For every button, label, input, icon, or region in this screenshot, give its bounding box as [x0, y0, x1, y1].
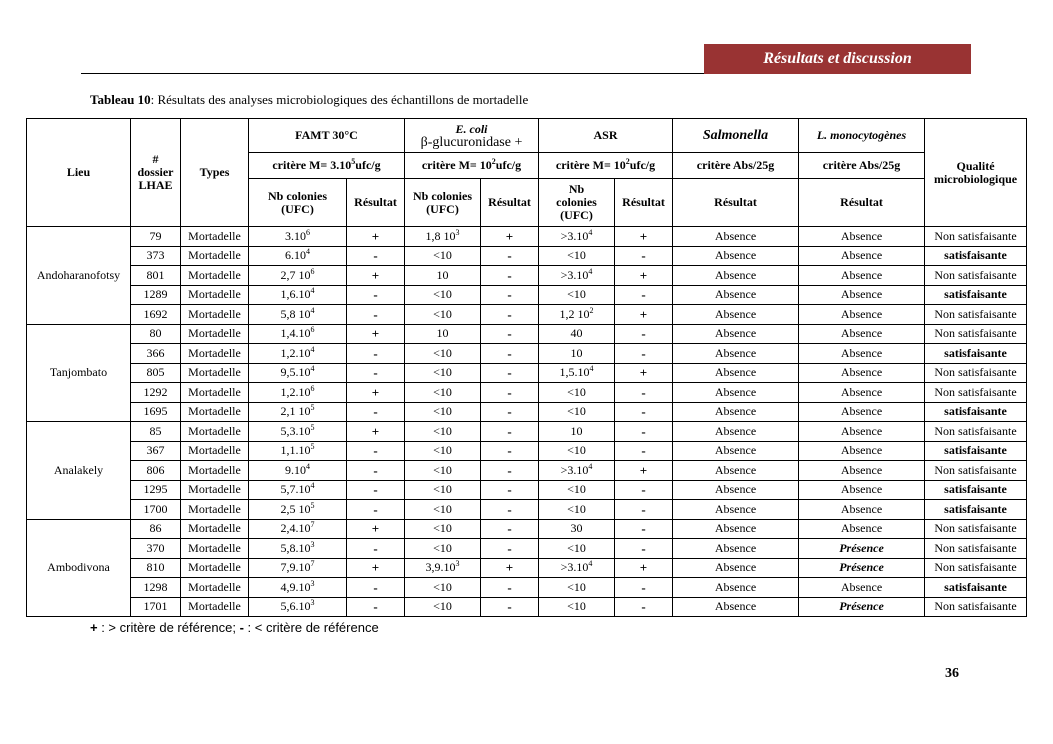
dossier-cell: 1700 — [131, 500, 181, 520]
dossier-cell: 367 — [131, 441, 181, 461]
quality-cell: satisfaisante — [925, 402, 1027, 422]
table-row — [27, 422, 1027, 442]
asr-result-cell: - — [615, 500, 673, 520]
dossier-cell: 801 — [131, 266, 181, 286]
asr-count-cell: $>3.10^4$ — [539, 266, 615, 286]
famt-result-cell: + — [347, 422, 405, 442]
ecoli-result-cell: - — [481, 539, 539, 559]
ecoli-count-cell: <10 — [405, 305, 481, 325]
famt-count-cell: 5,8 $10^4$ — [249, 305, 347, 325]
ecoli-count-cell: <10 — [405, 519, 481, 539]
lieu-cell: Analakely — [27, 422, 131, 520]
table-row — [27, 558, 1027, 578]
salmonella-result-cell: Absence — [673, 305, 799, 325]
salmonella-result-cell: Absence — [673, 558, 799, 578]
asr-count-cell: <10 — [539, 500, 615, 520]
salmonella-result-cell: Absence — [673, 227, 799, 247]
famt-result-cell: - — [347, 363, 405, 383]
dossier-cell: 370 — [131, 539, 181, 559]
dossier-cell: 1695 — [131, 402, 181, 422]
famt-count-cell: 3.10$^6$ — [249, 227, 347, 247]
quality-cell: Non satisfaisante — [925, 597, 1027, 617]
dossier-cell: 805 — [131, 363, 181, 383]
dossier-cell: 79 — [131, 227, 181, 247]
asr-count-cell: <10 — [539, 402, 615, 422]
ecoli-count-cell: <10 — [405, 539, 481, 559]
asr-count-cell: <10 — [539, 285, 615, 305]
famt-result-cell: + — [347, 324, 405, 344]
salmonella-result-cell: Absence — [673, 441, 799, 461]
criterion-famt: critère $M= 3.10^5ufc/g$ — [249, 153, 405, 179]
famt-count-cell: 2,4.10$^7$ — [249, 519, 347, 539]
asr-count-cell: $>3.10^4$ — [539, 558, 615, 578]
header-dossier: # dossier LHAE — [131, 119, 181, 227]
criterion-salmonella: critère Abs/25g — [673, 153, 799, 179]
quality-cell: Non satisfaisante — [925, 558, 1027, 578]
ecoli-result-cell: + — [481, 227, 539, 247]
table-row — [27, 500, 1027, 520]
asr-result-cell: - — [615, 519, 673, 539]
salmonella-result-cell: Absence — [673, 383, 799, 403]
criterion-listeria: critère Abs/25g — [799, 153, 925, 179]
criterion-asr: critère $M= 10^2ufc/g$ — [539, 153, 673, 179]
table-row — [27, 246, 1027, 266]
listeria-result-cell: Absence — [799, 227, 925, 247]
ecoli-count-cell: <10 — [405, 363, 481, 383]
ecoli-count-cell: 10 — [405, 324, 481, 344]
salmonella-result-cell: Absence — [673, 422, 799, 442]
type-cell: Mortadelle — [181, 500, 249, 520]
ecoli-result-cell: - — [481, 461, 539, 481]
asr-result-cell: - — [615, 383, 673, 403]
asr-count-cell: <10 — [539, 597, 615, 617]
dossier-cell: 1701 — [131, 597, 181, 617]
ecoli-result-cell: - — [481, 597, 539, 617]
ecoli-count-cell: <10 — [405, 480, 481, 500]
dossier-cell: 373 — [131, 246, 181, 266]
quality-cell: satisfaisante — [925, 344, 1027, 364]
asr-count-cell: $>3.10^4$ — [539, 461, 615, 481]
asr-count-cell: 30 — [539, 519, 615, 539]
ecoli-result-cell: - — [481, 519, 539, 539]
quality-cell: Non satisfaisante — [925, 519, 1027, 539]
ecoli-result-cell: - — [481, 402, 539, 422]
famt-result-cell: + — [347, 227, 405, 247]
table-row — [27, 461, 1027, 481]
dossier-cell: 85 — [131, 422, 181, 442]
asr-count-cell: $>3.10^4$ — [539, 227, 615, 247]
asr-count-cell: 40 — [539, 324, 615, 344]
ecoli-result-cell: - — [481, 441, 539, 461]
ecoli-result-cell: - — [481, 266, 539, 286]
subheader-famt-resultat: Résultat — [347, 179, 405, 227]
ecoli-result-cell: - — [481, 383, 539, 403]
dossier-cell: 366 — [131, 344, 181, 364]
dossier-cell: 1692 — [131, 305, 181, 325]
asr-count-cell: <10 — [539, 539, 615, 559]
header-types: Types — [181, 119, 249, 227]
results-table — [26, 118, 1027, 617]
type-cell: Mortadelle — [181, 344, 249, 364]
dossier-cell: 810 — [131, 558, 181, 578]
quality-cell: Non satisfaisante — [925, 266, 1027, 286]
famt-result-cell: - — [347, 539, 405, 559]
salmonella-result-cell: Absence — [673, 285, 799, 305]
salmonella-result-cell: Absence — [673, 324, 799, 344]
type-cell: Mortadelle — [181, 480, 249, 500]
asr-count-cell: <10 — [539, 246, 615, 266]
salmonella-result-cell: Absence — [673, 344, 799, 364]
ecoli-count-cell: <10 — [405, 578, 481, 598]
table-row — [27, 441, 1027, 461]
asr-count-cell: <10 — [539, 480, 615, 500]
table-row — [27, 344, 1027, 364]
listeria-result-cell: Absence — [799, 344, 925, 364]
famt-count-cell: 2,5 $10^5$ — [249, 500, 347, 520]
subheader-ecoli-resultat: Résultat — [481, 179, 539, 227]
famt-result-cell: - — [347, 461, 405, 481]
asr-result-cell: - — [615, 539, 673, 559]
asr-result-cell: - — [615, 324, 673, 344]
famt-count-cell: 1,4.10$^6$ — [249, 324, 347, 344]
ecoli-count-cell: 3,9.10$^3$ — [405, 558, 481, 578]
salmonella-result-cell: Absence — [673, 519, 799, 539]
table-row — [27, 266, 1027, 286]
quality-cell: Non satisfaisante — [925, 461, 1027, 481]
asr-result-cell: - — [615, 480, 673, 500]
famt-result-cell: - — [347, 597, 405, 617]
famt-count-cell: 9,5.10$^4$ — [249, 363, 347, 383]
ecoli-result-cell: - — [481, 363, 539, 383]
type-cell: Mortadelle — [181, 227, 249, 247]
famt-count-cell: 5,6.10$^3$ — [249, 597, 347, 617]
type-cell: Mortadelle — [181, 578, 249, 598]
dossier-cell: 1292 — [131, 383, 181, 403]
listeria-result-cell: Absence — [799, 305, 925, 325]
dossier-cell: 1295 — [131, 480, 181, 500]
asr-count-cell: 1,2 $10^2$ — [539, 305, 615, 325]
type-cell: Mortadelle — [181, 383, 249, 403]
asr-result-cell: - — [615, 441, 673, 461]
ecoli-count-cell: 10 — [405, 266, 481, 286]
famt-count-cell: 5,3.10$^5$ — [249, 422, 347, 442]
section-banner: Résultats et discussion — [704, 44, 971, 74]
ecoli-count-cell: <10 — [405, 422, 481, 442]
famt-result-cell: - — [347, 285, 405, 305]
famt-result-cell: - — [347, 578, 405, 598]
type-cell: Mortadelle — [181, 519, 249, 539]
header-ecoli: E. coli β-glucuronidase + — [405, 119, 539, 153]
header-salmonella: Salmonella — [673, 119, 799, 153]
asr-result-cell: + — [615, 558, 673, 578]
quality-cell: Non satisfaisante — [925, 383, 1027, 403]
subheader-famt-colonies: Nb colonies (UFC) — [249, 179, 347, 227]
ecoli-count-cell: <10 — [405, 441, 481, 461]
asr-count-cell: 10 — [539, 422, 615, 442]
dossier-cell: 86 — [131, 519, 181, 539]
asr-result-cell: + — [615, 266, 673, 286]
table-row — [27, 305, 1027, 325]
quality-cell: satisfaisante — [925, 246, 1027, 266]
famt-result-cell: + — [347, 558, 405, 578]
famt-count-cell: 6.10$^4$ — [249, 246, 347, 266]
salmonella-result-cell: Absence — [673, 539, 799, 559]
quality-cell: Non satisfaisante — [925, 324, 1027, 344]
famt-result-cell: - — [347, 402, 405, 422]
listeria-result-cell: Absence — [799, 324, 925, 344]
listeria-result-cell: Absence — [799, 461, 925, 481]
asr-count-cell: 1,5.10$^4$ — [539, 363, 615, 383]
table-row — [27, 539, 1027, 559]
listeria-result-cell: Absence — [799, 480, 925, 500]
ecoli-count-cell: <10 — [405, 461, 481, 481]
ecoli-result-cell: - — [481, 305, 539, 325]
listeria-result-cell: Absence — [799, 383, 925, 403]
famt-count-cell: 7,9.10$^7$ — [249, 558, 347, 578]
famt-count-cell: 2,1 $10^5$ — [249, 402, 347, 422]
type-cell: Mortadelle — [181, 266, 249, 286]
table-row — [27, 578, 1027, 598]
quality-cell: Non satisfaisante — [925, 227, 1027, 247]
subheader-ecoli-colonies: Nb colonies (UFC) — [405, 179, 481, 227]
ecoli-count-cell: <10 — [405, 383, 481, 403]
table-row — [27, 480, 1027, 500]
salmonella-result-cell: Absence — [673, 500, 799, 520]
salmonella-result-cell: Absence — [673, 480, 799, 500]
famt-count-cell: 1,2.10$^4$ — [249, 344, 347, 364]
header-rule — [81, 73, 704, 74]
ecoli-result-cell: - — [481, 578, 539, 598]
salmonella-result-cell: Absence — [673, 246, 799, 266]
ecoli-count-cell: <10 — [405, 597, 481, 617]
listeria-result-cell: Absence — [799, 285, 925, 305]
salmonella-result-cell: Absence — [673, 461, 799, 481]
asr-result-cell: - — [615, 422, 673, 442]
caption-label: Tableau 10 — [90, 92, 151, 107]
famt-result-cell: + — [347, 519, 405, 539]
salmonella-result-cell: Absence — [673, 266, 799, 286]
famt-count-cell: 5,8.10$^3$ — [249, 539, 347, 559]
salmonella-result-cell: Absence — [673, 363, 799, 383]
quality-cell: Non satisfaisante — [925, 363, 1027, 383]
page-number: 36 — [945, 666, 959, 681]
subheader-asr-resultat: Résultat — [615, 179, 673, 227]
quality-cell: satisfaisante — [925, 285, 1027, 305]
asr-count-cell: <10 — [539, 383, 615, 403]
asr-result-cell: + — [615, 461, 673, 481]
listeria-result-cell: Présence — [799, 558, 925, 578]
famt-result-cell: - — [347, 441, 405, 461]
listeria-result-cell: Absence — [799, 246, 925, 266]
subheader-asr-colonies: Nb colonies (UFC) — [539, 179, 615, 227]
ecoli-count-cell: <10 — [405, 500, 481, 520]
table-row — [27, 383, 1027, 403]
listeria-result-cell: Présence — [799, 539, 925, 559]
famt-result-cell: - — [347, 480, 405, 500]
quality-cell: satisfaisante — [925, 441, 1027, 461]
type-cell: Mortadelle — [181, 597, 249, 617]
quality-cell: satisfaisante — [925, 500, 1027, 520]
table-row — [27, 363, 1027, 383]
listeria-result-cell: Absence — [799, 422, 925, 442]
header-famt: FAMT 30°C — [249, 119, 405, 153]
famt-result-cell: - — [347, 305, 405, 325]
ecoli-count-cell: <10 — [405, 246, 481, 266]
asr-count-cell: <10 — [539, 441, 615, 461]
dossier-cell: 80 — [131, 324, 181, 344]
famt-count-cell: 1,1.10$^5$ — [249, 441, 347, 461]
famt-count-cell: 1,6.10$^4$ — [249, 285, 347, 305]
quality-cell: Non satisfaisante — [925, 305, 1027, 325]
asr-result-cell: - — [615, 285, 673, 305]
table-row — [27, 324, 1027, 344]
ecoli-result-cell: - — [481, 480, 539, 500]
salmonella-result-cell: Absence — [673, 597, 799, 617]
footnote: + : > critère de référence; - : < critère de référence — [90, 620, 379, 635]
listeria-result-cell: Absence — [799, 519, 925, 539]
ecoli-result-cell: - — [481, 500, 539, 520]
ecoli-count-cell: <10 — [405, 285, 481, 305]
famt-count-cell: 9.10$^4$ — [249, 461, 347, 481]
listeria-result-cell: Absence — [799, 266, 925, 286]
ecoli-count-cell: <10 — [405, 344, 481, 364]
dossier-cell: 806 — [131, 461, 181, 481]
asr-result-cell: + — [615, 363, 673, 383]
type-cell: Mortadelle — [181, 441, 249, 461]
asr-result-cell: - — [615, 246, 673, 266]
listeria-result-cell: Présence — [799, 597, 925, 617]
criterion-ecoli: critère $M= 10^2ufc/g$ — [405, 153, 539, 179]
famt-result-cell: - — [347, 246, 405, 266]
dossier-cell: 1289 — [131, 285, 181, 305]
salmonella-result-cell: Absence — [673, 578, 799, 598]
asr-result-cell: + — [615, 227, 673, 247]
table-row — [27, 227, 1027, 247]
quality-cell: Non satisfaisante — [925, 422, 1027, 442]
type-cell: Mortadelle — [181, 305, 249, 325]
table-row — [27, 597, 1027, 617]
listeria-result-cell: Absence — [799, 441, 925, 461]
lieu-cell: Tanjombato — [27, 324, 131, 422]
caption-text: : Résultats des analyses microbiologiques des échantillons de mortadelle — [150, 92, 529, 107]
type-cell: Mortadelle — [181, 285, 249, 305]
ecoli-count-cell: <10 — [405, 402, 481, 422]
table-row — [27, 285, 1027, 305]
table-body — [27, 227, 1027, 617]
type-cell: Mortadelle — [181, 422, 249, 442]
ecoli-result-cell: - — [481, 422, 539, 442]
ecoli-result-cell: - — [481, 285, 539, 305]
type-cell: Mortadelle — [181, 363, 249, 383]
famt-count-cell: 5,7.10$^4$ — [249, 480, 347, 500]
asr-result-cell: - — [615, 597, 673, 617]
famt-result-cell: + — [347, 383, 405, 403]
famt-result-cell: + — [347, 266, 405, 286]
table-caption — [90, 92, 528, 108]
asr-count-cell: 10 — [539, 344, 615, 364]
asr-result-cell: - — [615, 344, 673, 364]
ecoli-result-cell: - — [481, 246, 539, 266]
listeria-result-cell: Absence — [799, 500, 925, 520]
asr-result-cell: - — [615, 578, 673, 598]
type-cell: Mortadelle — [181, 539, 249, 559]
lieu-cell: Ambodivona — [27, 519, 131, 617]
listeria-result-cell: Absence — [799, 578, 925, 598]
header-qualite: Qualité microbiologique — [925, 119, 1027, 227]
type-cell: Mortadelle — [181, 246, 249, 266]
ecoli-result-cell: - — [481, 324, 539, 344]
type-cell: Mortadelle — [181, 324, 249, 344]
ecoli-result-cell: + — [481, 558, 539, 578]
salmonella-result-cell: Absence — [673, 402, 799, 422]
famt-count-cell: 1,2.10$^6$ — [249, 383, 347, 403]
ecoli-result-cell: - — [481, 344, 539, 364]
header-lieu: Lieu — [27, 119, 131, 227]
listeria-result-cell: Absence — [799, 363, 925, 383]
subheader-listeria-resultat: Résultat — [799, 179, 925, 227]
listeria-result-cell: Absence — [799, 402, 925, 422]
table-row — [27, 402, 1027, 422]
quality-cell: Non satisfaisante — [925, 539, 1027, 559]
asr-result-cell: - — [615, 402, 673, 422]
asr-count-cell: <10 — [539, 578, 615, 598]
dossier-cell: 1298 — [131, 578, 181, 598]
quality-cell: satisfaisante — [925, 578, 1027, 598]
header-listeria: L. monocytogènes — [799, 119, 925, 153]
type-cell: Mortadelle — [181, 461, 249, 481]
type-cell: Mortadelle — [181, 558, 249, 578]
famt-count-cell: 2,7 $10^6$ — [249, 266, 347, 286]
type-cell: Mortadelle — [181, 402, 249, 422]
subheader-salmonella-resultat: Résultat — [673, 179, 799, 227]
table-row — [27, 519, 1027, 539]
quality-cell: satisfaisante — [925, 480, 1027, 500]
ecoli-count-cell: 1,8 $10^3$ — [405, 227, 481, 247]
lieu-cell: Andoharanofotsy — [27, 227, 131, 325]
header-asr: ASR — [539, 119, 673, 153]
famt-result-cell: - — [347, 344, 405, 364]
famt-count-cell: 4,9.10$^3$ — [249, 578, 347, 598]
famt-result-cell: - — [347, 500, 405, 520]
asr-result-cell: + — [615, 305, 673, 325]
